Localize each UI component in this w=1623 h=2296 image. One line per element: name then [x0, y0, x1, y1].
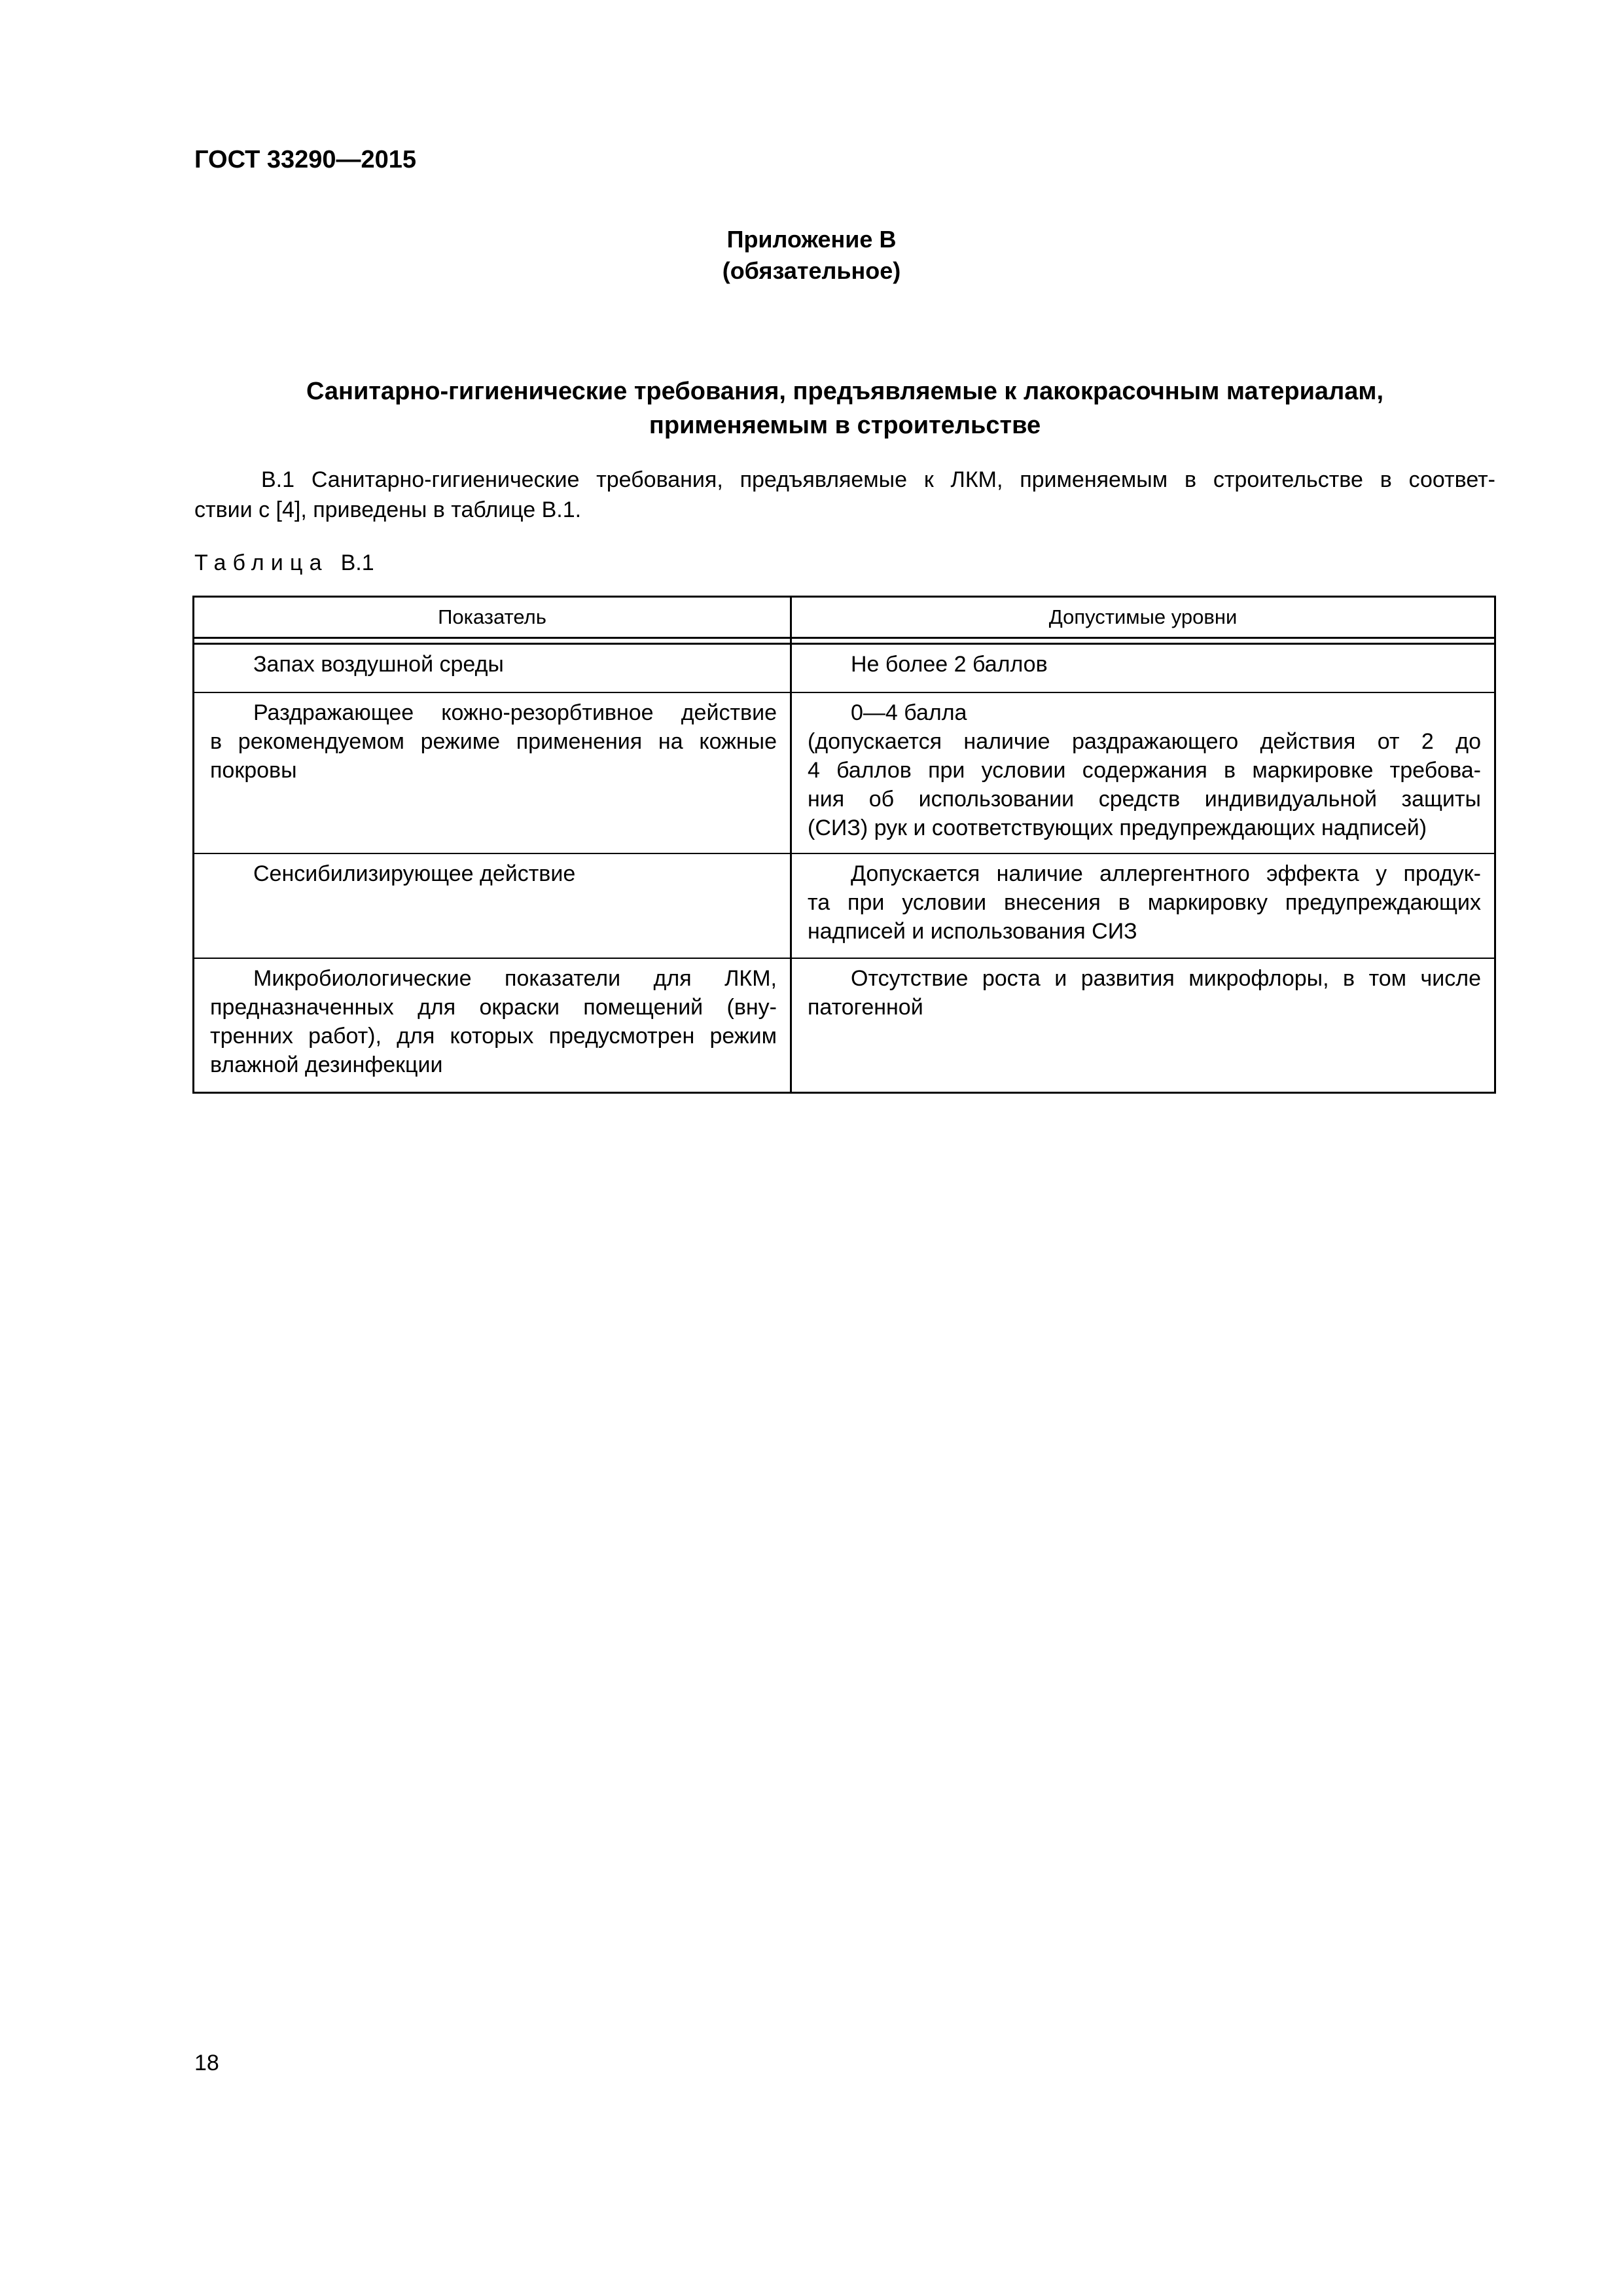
- levels-cell: [791, 692, 1495, 853]
- intro-line-1: В.1 Санитарно-гигиенические требования, предъявляемые к ЛКМ, применяемым в строительстве в соответ-: [261, 467, 1495, 492]
- indicator-cell: [194, 958, 791, 1093]
- table-row: [194, 853, 1495, 958]
- intro-paragraph: [194, 465, 1495, 525]
- section-title-line-1: Санитарно-гигиенические требования, предъявляемые к лакокрасочным материалам,: [306, 378, 1384, 405]
- cell-line: та при условии внесения в маркировку предупреждающих: [808, 889, 1481, 915]
- indicator-cell: [194, 853, 791, 958]
- table-caption-number: В.1: [340, 550, 374, 575]
- cell-line: 0—4 балла: [851, 700, 967, 725]
- requirements-table: [192, 596, 1496, 1094]
- document-code: ГОСТ 33290—2015: [194, 146, 417, 173]
- table-row: [194, 692, 1495, 853]
- table-caption-word: Таблица: [194, 550, 329, 575]
- cell-line: патогенной: [808, 994, 923, 1020]
- indicator-cell: [194, 692, 791, 853]
- levels-cell: [791, 958, 1495, 1093]
- appendix-status: (обязательное): [722, 257, 901, 284]
- cell-line: (допускается наличие раздражающего действия от 2 до: [808, 728, 1481, 754]
- cell-line: в рекомендуемом режиме применения на кожные: [210, 728, 777, 754]
- cell-line: ния об использовании средств индивидуальной защиты: [808, 786, 1481, 812]
- separator-cell: [791, 638, 1495, 644]
- appendix-title: Приложение В: [726, 226, 897, 253]
- separator-cell: [194, 638, 791, 644]
- column-header-levels: Допустимые уровни: [791, 597, 1495, 638]
- table-row: [194, 958, 1495, 1093]
- cell-line: надписей и использования СИЗ: [808, 918, 1137, 944]
- table-caption: [194, 548, 374, 578]
- header-separator: [194, 638, 1495, 644]
- cell-line: предназначенных для окраски помещений (вну-: [210, 994, 777, 1020]
- cell-line: (СИЗ) рук и соответствующих предупреждающих надписей): [808, 815, 1427, 840]
- table-header-row: [194, 597, 1495, 638]
- cell-line: тренних работ), для которых предусмотрен режим: [210, 1023, 777, 1049]
- column-header-indicator: Показатель: [194, 597, 791, 638]
- intro-line-2: ствии с [4], приведены в таблице В.1.: [194, 497, 582, 522]
- appendix-heading: [0, 224, 1623, 287]
- cell-line: Отсутствие роста и развития микрофлоры, в том числе: [851, 965, 1481, 991]
- table-row: [194, 644, 1495, 692]
- cell-line: Раздражающее кожно-резорбтивное действие: [253, 700, 777, 725]
- indicator-cell: [194, 644, 791, 692]
- cell-line: Допускается наличие аллергентного эффекта у продук-: [851, 861, 1481, 886]
- levels-cell: [791, 853, 1495, 958]
- levels-cell: [791, 644, 1495, 692]
- cell-line: покровы: [210, 757, 297, 783]
- cell-line: 4 баллов при условии содержания в маркировке требова-: [808, 757, 1481, 783]
- page-number: 18: [194, 2051, 219, 2075]
- section-title: [194, 374, 1495, 442]
- cell-line: Сенсибилизирующее действие: [253, 861, 576, 886]
- section-title-line-2: применяемым в строительстве: [649, 412, 1041, 439]
- requirements-table-wrapper: [192, 596, 1494, 1094]
- cell-line: Не более 2 баллов: [851, 652, 1048, 677]
- cell-line: Запах воздушной среды: [253, 652, 504, 677]
- cell-line: влажной дезинфекции: [210, 1052, 443, 1077]
- cell-line: Микробиологические показатели для ЛКМ,: [253, 965, 777, 991]
